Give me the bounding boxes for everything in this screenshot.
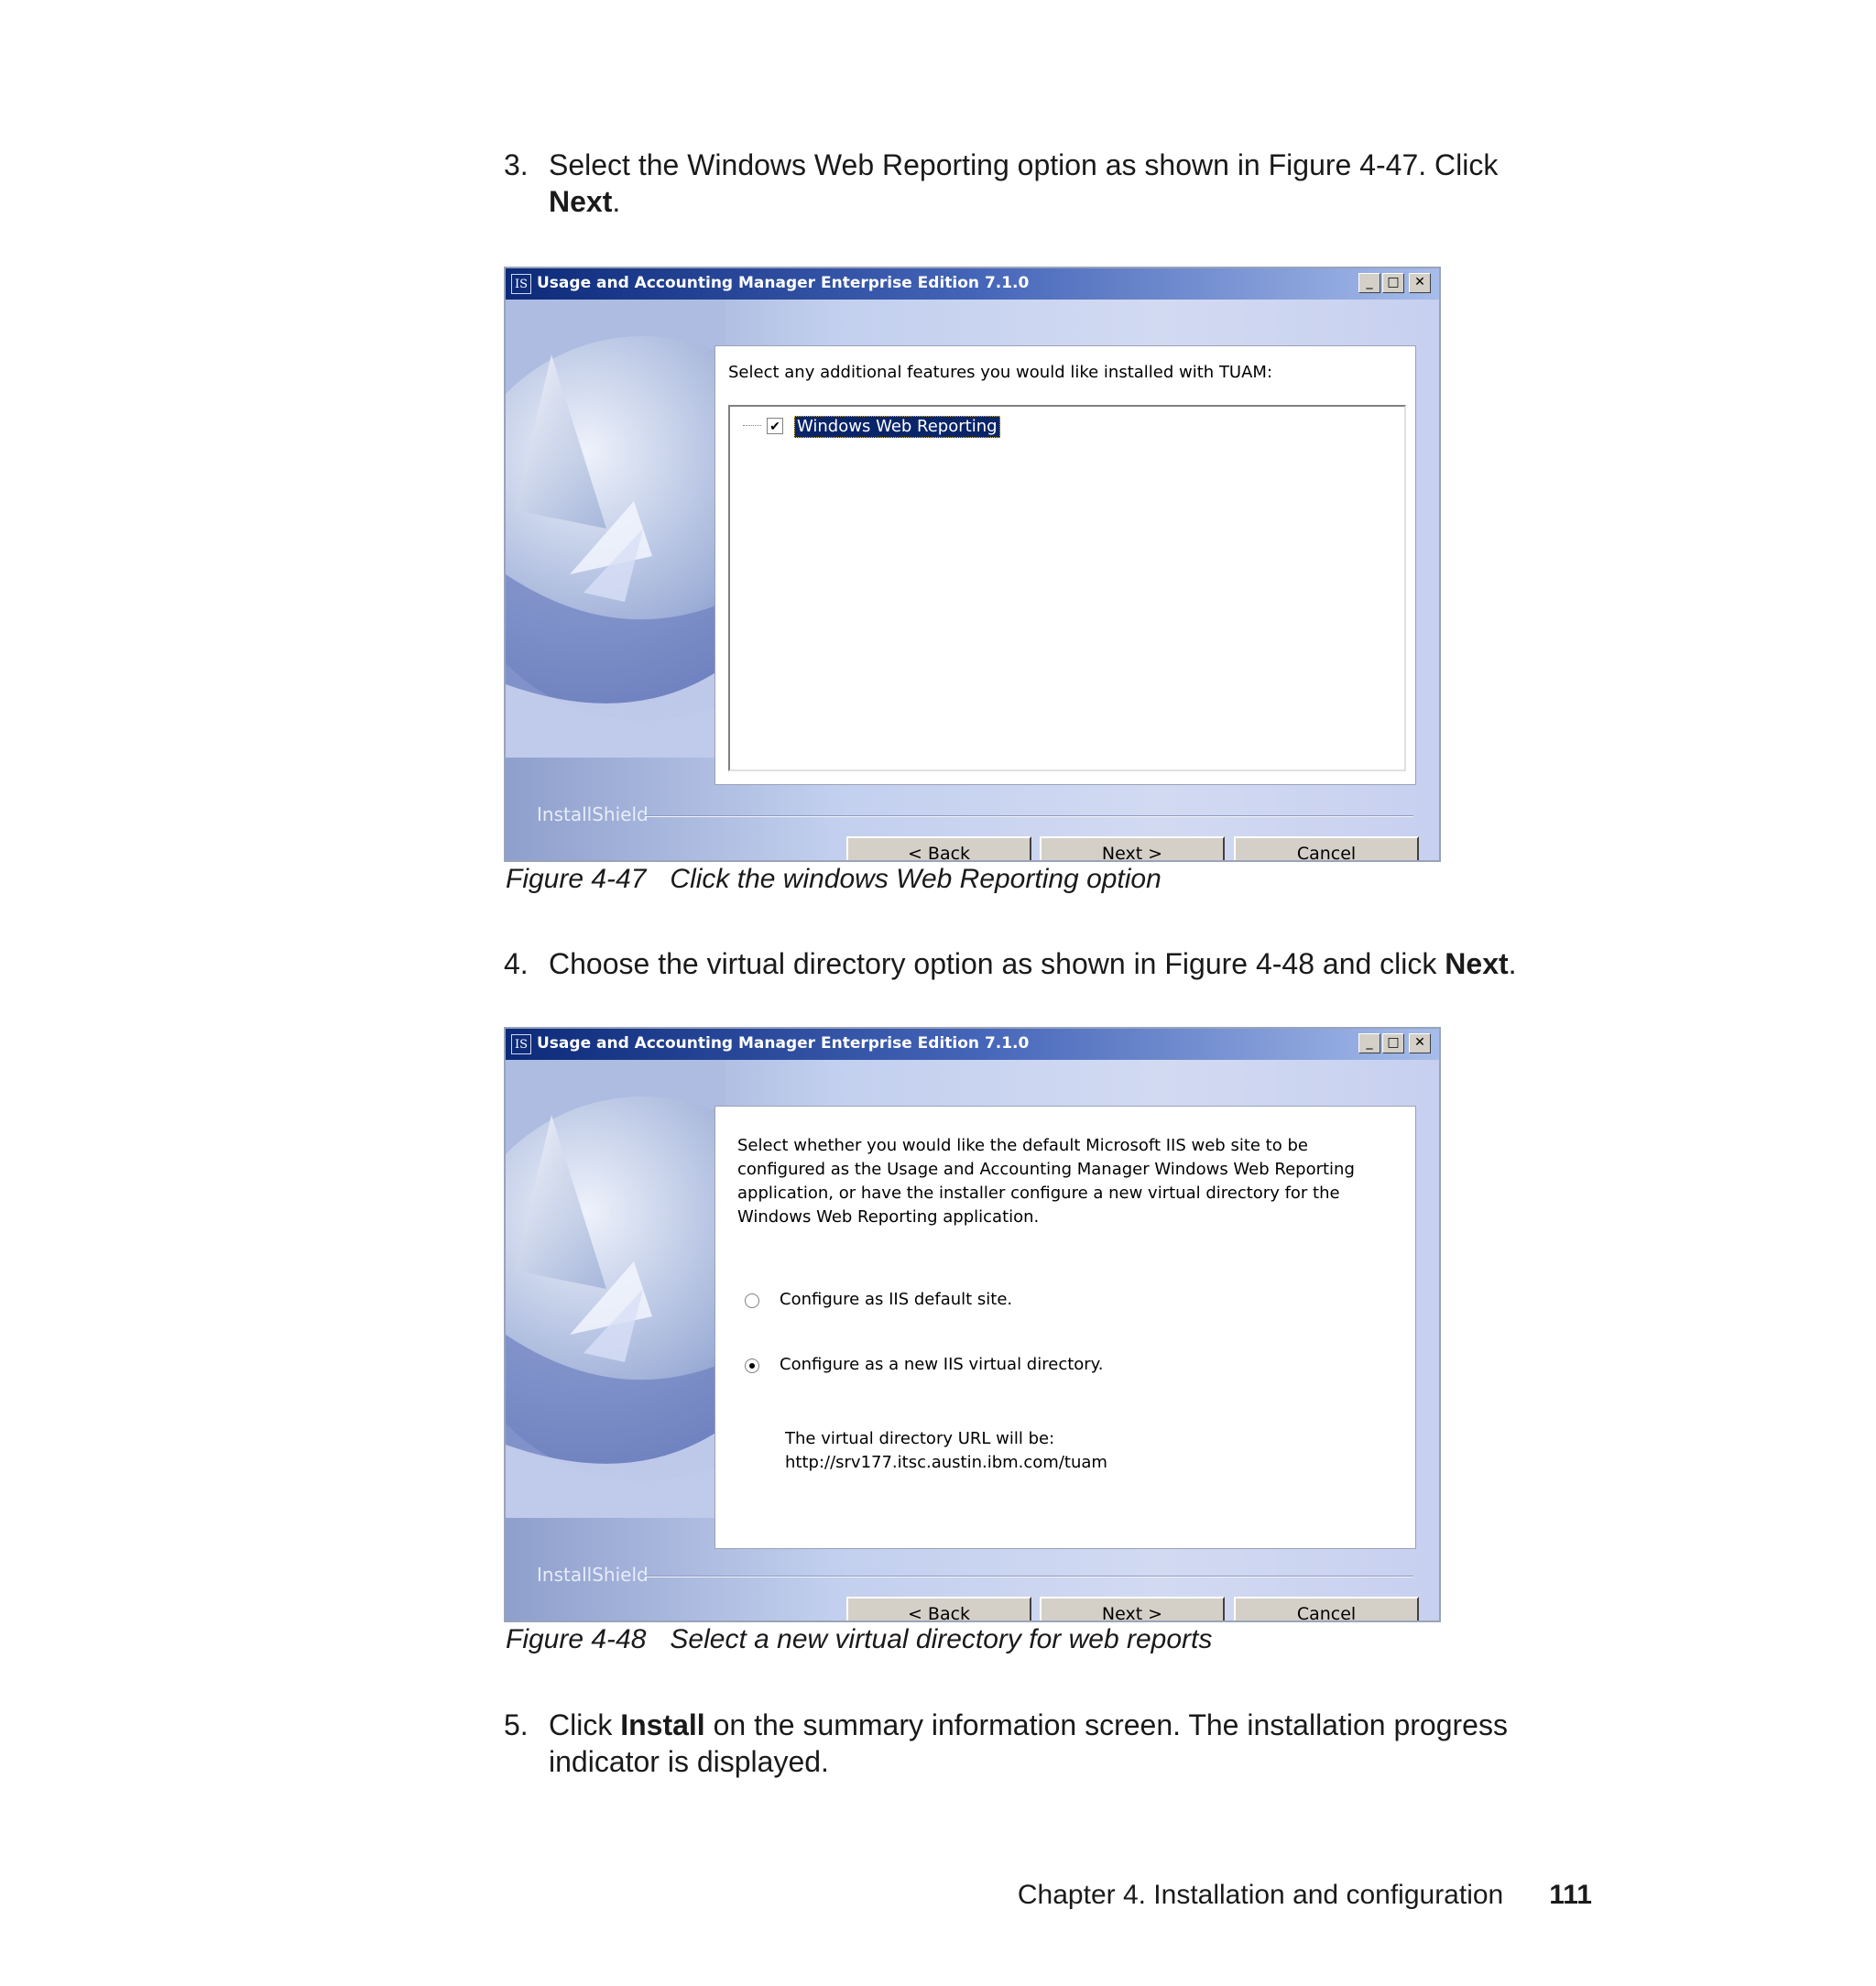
tree-connector	[743, 425, 761, 426]
iis-virtual-directory-radio[interactable]	[745, 1359, 759, 1373]
next-button[interactable]: Next >	[1040, 1597, 1225, 1620]
step-text-part: Select the Windows Web Reporting option as shown in Figure 4-47. Click	[549, 148, 1499, 181]
caption-label: Figure 4-47	[506, 864, 647, 894]
installshield-brand: InstallShield	[537, 803, 649, 825]
step-text-part: Click	[549, 1708, 621, 1741]
step-number: 3.	[504, 148, 529, 181]
title-bar	[506, 268, 1439, 300]
installshield-decorative-art	[506, 300, 725, 758]
step-text	[549, 147, 1611, 220]
page-footer	[1018, 1880, 1592, 1911]
step-text	[549, 945, 1611, 982]
step-number: 4.	[504, 947, 529, 980]
close-button[interactable]: ✕	[1409, 1033, 1431, 1053]
iis-default-site-radio[interactable]	[745, 1293, 759, 1308]
windows-web-reporting-item[interactable]: Windows Web Reporting	[794, 416, 1000, 438]
description-text: Select whether you would like the default Microsoft IIS web site to be configured as the Usage and Accounting Manager Windows Web Reporting application, or have the installer configure a new virtual directory for the Windows Web Reporting application.	[737, 1136, 1355, 1227]
installshield-brand: InstallShield	[537, 1564, 649, 1586]
close-button[interactable]: ✕	[1409, 273, 1431, 293]
window-title: Usage and Accounting Manager Enterprise Edition 7.1.0	[537, 274, 1030, 292]
step-text-end: .	[1508, 947, 1517, 980]
maximize-button[interactable]: □	[1382, 1033, 1404, 1053]
brand-divider	[645, 1576, 1413, 1577]
back-button[interactable]: < Back	[846, 836, 1031, 860]
installer-window-2	[504, 1027, 1441, 1622]
iis-default-site-label[interactable]: Configure as IIS default site.	[780, 1290, 1013, 1309]
caption-label: Figure 4-48	[506, 1624, 647, 1654]
chapter-title: Chapter 4. Installation and configuration	[1017, 1880, 1504, 1910]
installshield-app-icon: IS	[511, 274, 531, 294]
iis-virtual-directory-label[interactable]: Configure as a new IIS virtual directory.	[780, 1355, 1104, 1374]
feature-checkbox[interactable]: ✔	[767, 418, 783, 434]
feature-panel	[714, 345, 1416, 785]
feature-prompt: Select any additional features you would like installed with TUAM:	[728, 363, 1273, 382]
minimize-button[interactable]: _	[1358, 273, 1380, 293]
installshield-decorative-art	[506, 1060, 725, 1518]
feature-tree	[728, 405, 1406, 771]
next-button[interactable]: Next >	[1040, 836, 1225, 860]
window-title: Usage and Accounting Manager Enterprise Edition 7.1.0	[537, 1034, 1030, 1053]
title-bar	[506, 1029, 1439, 1060]
step-bold-term: Next	[1445, 947, 1509, 980]
caption-text: Click the windows Web Reporting option	[670, 864, 1162, 894]
virtual-directory-panel	[714, 1106, 1416, 1549]
figure-caption-4-48	[506, 1624, 1212, 1655]
figure-caption-4-47	[506, 864, 1162, 895]
step-text-end: .	[612, 185, 621, 218]
step-bold-term: Install	[620, 1708, 705, 1741]
brand-divider	[645, 815, 1413, 817]
maximize-button[interactable]: □	[1382, 273, 1404, 293]
step-text-part: Choose the virtual directory option as shown in Figure 4-48 and click	[549, 947, 1445, 980]
installer-window-1	[504, 267, 1441, 862]
minimize-button[interactable]: _	[1358, 1033, 1380, 1053]
url-label: The virtual directory URL will be:	[785, 1429, 1055, 1448]
installshield-app-icon: IS	[511, 1034, 531, 1054]
cancel-button[interactable]: Cancel	[1234, 836, 1419, 860]
step-bold-term: Next	[549, 185, 613, 218]
back-button[interactable]: < Back	[846, 1597, 1031, 1620]
wizard-client-area	[506, 1060, 1439, 1620]
wizard-client-area	[506, 300, 1439, 860]
step-number: 5.	[504, 1708, 529, 1741]
step-text-end: on the summary information screen. The installation progress indicator is displayed.	[549, 1708, 1508, 1778]
step-text	[549, 1707, 1611, 1780]
cancel-button[interactable]: Cancel	[1234, 1597, 1419, 1620]
caption-text: Select a new virtual directory for web reports	[670, 1624, 1213, 1654]
page-number: 111	[1549, 1880, 1592, 1910]
virtual-directory-url: http://srv177.itsc.austin.ibm.com/tuam	[785, 1453, 1107, 1472]
